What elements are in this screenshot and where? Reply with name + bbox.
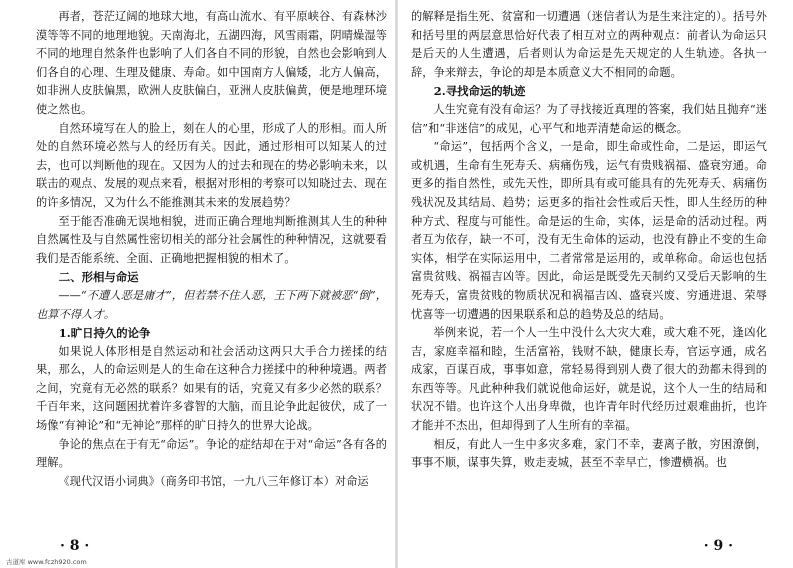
subheading-trajectory: 2.寻找命运的轨迹 — [433, 84, 526, 99]
section-quote: ——“不遭人恶是庸才”，但若禁不住人恶，王下两下就被恶“倒”，也算不得人才。 — [36, 288, 387, 321]
right-paragraph-3: “命运”，包括两个含义，一是命，即生命或性命，二是运，即运气或机遇，生命有生死寿夭、病痛伤残，运气有贵贱祸福、盛衰穷通。命更多的指自然性，或先天性，即所具有或可能具有的先死寿夭、病痛伤残状况及其结局、趋势；运更多的指社会性或后天性，即人生经历的种种方式、程度与可能性。命是运的生命，实体，运是命的活动过程。两者互为依存，缺一不可，没有无生命体的运动，也没有静止不变的生命实体，相学在实际运用中，二者常常是运用的，或单称命。命运也包括富贵贫贱、祸福吉凶等。因此，命运是既受先天制约又受后天影响的生死寿夭，富贵贫贱的物质状况和祸福吉凶、盛衰兴废、穷通进退、荣辱忧喜等一切遭遇的因果联系和总的趋势及总的结局。 — [411, 140, 767, 321]
watermark-footer: 古道库 www.fczh920.com — [6, 558, 87, 566]
right-paragraph-5: 相反，有此人一生中多灾多难，家门不幸，妻离子散，穷困潦倒，事事不顺，谋事失算，败走麦城，甚至不幸早亡，惨遭横祸。也 — [411, 437, 767, 470]
left-paragraph-5: 争论的焦点在于有无“命运”。争论的症结却在于对“命运”各有各的理解。 — [36, 437, 387, 470]
left-paragraph-1: 再者，苍茫辽阔的地球大地，有高山流水、有平原峡谷、有森林沙漠等等不同的地理地貌。天南海北，五湖四海，风雪雨霜，阴晴燥湿等不同的地理自然条件也影响了人们各自不同的形貌，自然也会影响到人们各自的心理、生理及健康、寿命。如中国南方人偏矮，北方人偏高，如非洲人皮肤偏黑，欧洲人皮肤偏白，亚洲人皮肤偏黄，便是地理环境使之然也。 — [36, 10, 387, 116]
right-page — [397, 0, 793, 568]
left-page-number: · 8 · — [60, 538, 90, 554]
right-page-number: · 9 · — [703, 538, 733, 554]
subheading-debate: 1.旷日持久的论争 — [58, 326, 151, 341]
left-paragraph-4: 如果说人体形相是自然运动和社会活动这两只大手合力搓揉的结果，那么，人的命运则是人的生命在这种合力搓揉中的种种境遇。两者之间，究竟有无必然的联系？如果有的话，究竟又有多少必然的联系？千百年来，这问题困扰着许多睿智的大脑，而且论争此起彼伏，成了一场像“有神论”和“无神论”那样的旷日持久的世界大论战。 — [36, 344, 387, 433]
right-paragraph-1: 的解释是指生死、贫富和一切遭遇（迷信者认为是生来注定的）。括号外和括号里的两层意思恰好代表了相互对立的两种观点：前者认为命运只是后天的人生遭遇，后者则认为命运是先天规定的人生轨迹。各执一辞，争来辩去，争论的却是本质意义大不相同的命题。 — [411, 10, 767, 79]
left-paragraph-2: 自然环境写在人的脸上，刻在人的心里，形成了人的形相。而人所处的自然环境必然与人的经历有关。因此，通过形相可以知某人的过去，也可以判断他的现在。又因为人的过去和现在的势必影响未来，以联击的观点、发展的观点来看，根据对形相的考察可以知晓过去、现在的许多情况，又为什么不能推测其未来的发展趋势？ — [36, 121, 387, 209]
right-paragraph-2: 人生究竟有没有命运？为了寻找接近真理的答案，我们姑且抛弃“迷信”和“非迷信”的成见，心平气和地弄清楚命运的概念。 — [411, 102, 767, 135]
right-paragraph-4: 举例来说，若一个人一生中没什么大灾大难，或大难不死，逢凶化吉，家庭幸福和睦，生活富裕，钱财不缺，健康长寿，官运亨通，成名成家，百谋百成，事事如意，常轻易得到别人费了很大的劲都未得到的东西等等。凡此种种我们就说他命运好，就是说，这个人一生的结局和状况不错。也许这个人出身卑微，也许青年时代经历过艰难曲折，也许才能并不杰出，但却得到了人生所有的幸福。 — [411, 326, 767, 433]
section-heading: 二、形相与命运 — [58, 270, 139, 285]
left-paragraph-3: 至于能否准确无误地相貌，进而正确合理地判断推测其人生的种种自然属性及与自然属性密切相关的部分社会属性的种种情况，这就要看我们是否能系统、全面、正确地把握相貌的相术了。 — [36, 214, 387, 265]
left-paragraph-6: 《现代汉语小词典》（商务印书馆，一九八三年修订本）对命运 — [58, 474, 369, 488]
